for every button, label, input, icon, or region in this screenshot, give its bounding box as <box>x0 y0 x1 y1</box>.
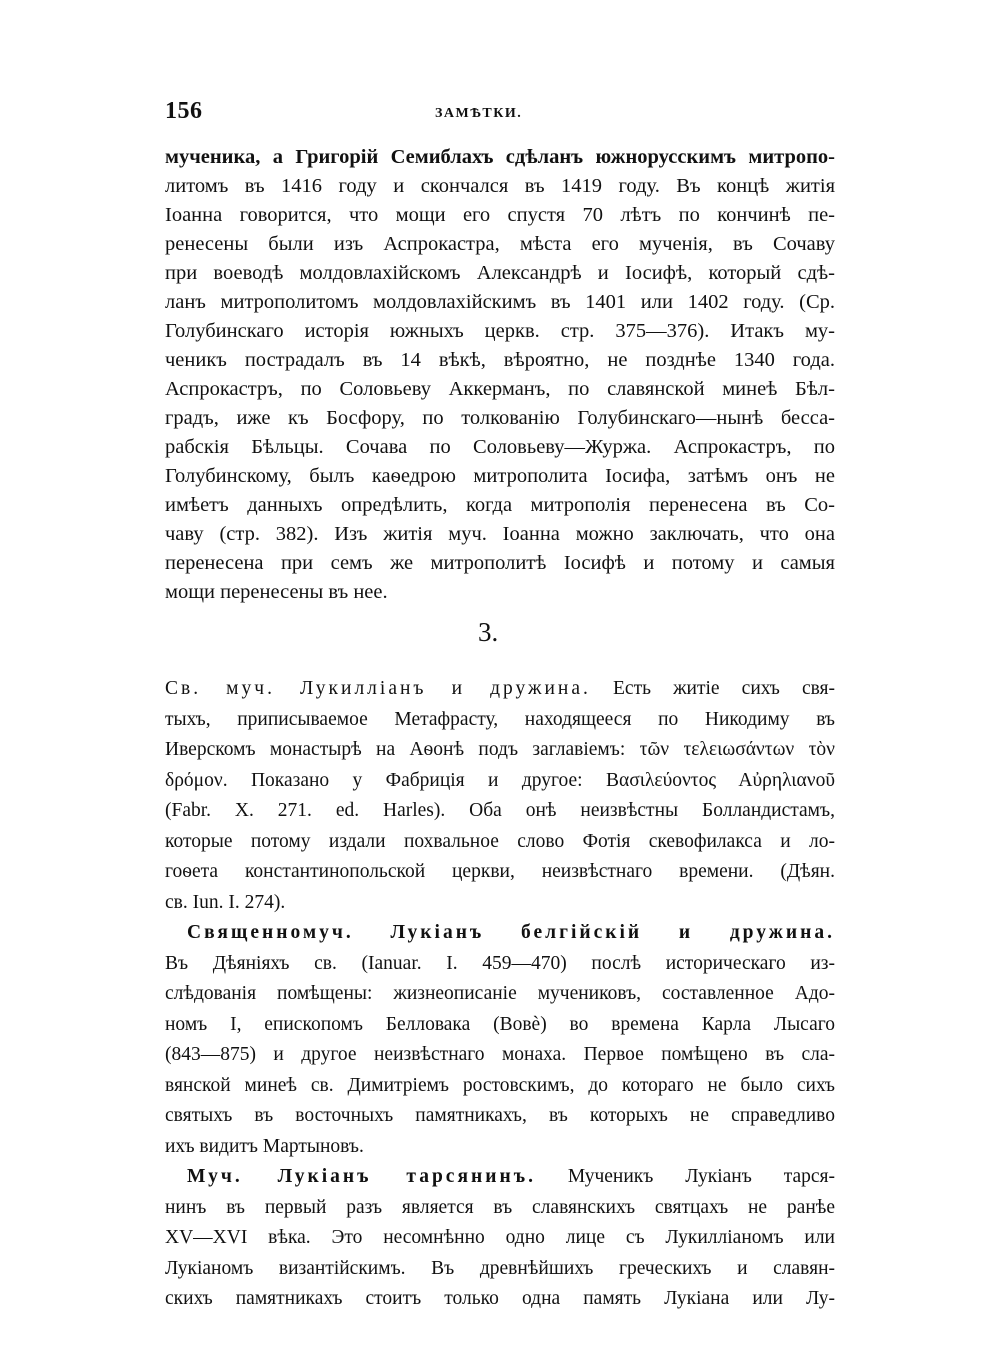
text-line: перенесена при семъ же митрополитѣ Іосифѣ и потому и самыя <box>165 552 835 574</box>
text-line: ренесены были изъ Аспрокастра, мѣста его мученія, въ Сочаву <box>165 233 835 255</box>
text-line: Іоанна говорится, что мощи его спустя 70 лѣтъ по кончинѣ пе- <box>165 204 835 226</box>
text-line: мощи перенесены въ нее. <box>165 581 388 603</box>
section-continued-text <box>165 143 835 607</box>
text-line: ланъ митрополитомъ молдовлахійскимъ въ 1401 или 1402 году. (Ср. <box>165 291 835 313</box>
text-line: Иверскомъ монастырѣ на Аѳонѣ подъ заглавіемъ: τῶν τελειωσάντων τὸν <box>165 739 835 760</box>
text-line: δρόμον. Показано у Фабриція и другое: Βασιλεύοντος Αὐρηλιανοῦ <box>165 769 835 791</box>
text-line: чаву (стр. 382). Изъ житія муч. Іоанна можно заключать, что она <box>165 523 835 545</box>
text-line: Въ Дѣяніяхъ св. (Ianuar. I. 459—470) послѣ историческаго из- <box>165 952 835 974</box>
text-fragment: Мученикъ Лукіанъ тарся- <box>567 1166 835 1187</box>
text-fragment: Есть житіе сихъ свя- <box>613 678 835 699</box>
text-line: Голубинскаго исторія южныхъ церкв. стр. 375—376). Итакъ му- <box>165 320 835 342</box>
page-header <box>165 98 835 130</box>
text-line: св. Iun. I. 274). <box>165 891 286 913</box>
text-line: (Fabr. X. 271. ed. Harles). Оба онѣ неизвѣстны Болландистамъ, <box>165 800 835 821</box>
page-number: 156 <box>165 98 203 124</box>
running-head: ЗАМѢТКИ. <box>435 106 523 121</box>
paragraph-first-line <box>165 1162 835 1193</box>
paragraph-heading: Муч. Лукіанъ тарсянинъ. <box>187 1166 536 1187</box>
text-line: при воеводѣ молдовлахійскомъ Александрѣ и Іосифѣ, который сдѣ- <box>165 262 835 284</box>
text-line: вянской минеѣ св. Димитріемъ ростовскимъ, до котораго не было сихъ <box>165 1074 835 1096</box>
text-line: XV—XVI вѣка. Это несомнѣнно одно лице съ Лукилліаномъ или <box>165 1227 835 1248</box>
text-line: скихъ памятникахъ стоитъ только одна память Лукіана или Лу- <box>165 1288 835 1309</box>
text-line: слѣдованія помѣщены: жизнеописаніе мучениковъ, составленное Адо- <box>165 983 835 1004</box>
text-line: святыхъ въ восточныхъ памятникахъ, въ которыхъ не справедливо <box>165 1105 835 1126</box>
text-line: Аспрокастръ, по Соловьеву Аккерманъ, по славянской минеѣ Бѣл- <box>165 378 835 400</box>
paragraph-heading: Св. муч. Лукилліанъ и дружина. <box>165 678 591 699</box>
text-line: Лукіаномъ византійскимъ. Въ древнѣйшихъ греческихъ и славян- <box>165 1257 835 1279</box>
text-line: (843—875) и другое неизвѣстнаго монаха. Первое помѣщено въ сла- <box>165 1044 835 1065</box>
paragraph-first-line <box>165 674 835 705</box>
text-line: которые потому издали похвальное слово Фотія скевофилакса и ло- <box>165 830 835 852</box>
text-line: гоѳета константинопольской церкви, неизвѣстнаго времени. (Дѣян. <box>165 861 835 882</box>
paragraph-heading: Священномуч. Лукіанъ белгійскій и дружина. <box>187 922 835 943</box>
text-line: Голубинскому, былъ каѳедрою митрополита Іосифа, затѣмъ онъ не <box>165 465 835 487</box>
text-line: рабскія Бѣльцы. Сочава по Соловьеву—Журжа. Аспрокастръ, по <box>165 436 835 458</box>
text-line: тыхъ, приписываемое Метафрасту, находящееся по Никодиму въ <box>165 708 835 730</box>
text-line: мученика, а Григорій Семиблахъ сдѣланъ южнорусскимъ митропо- <box>165 146 835 168</box>
text-line: ченикъ пострадалъ въ 14 вѣкѣ, вѣроятно, не позднѣе 1340 года. <box>165 349 835 371</box>
text-line: литомъ въ 1416 году и скончался въ 1419 году. Въ концѣ житія <box>165 175 835 197</box>
text-line: номъ I, епископомъ Белловака (Вовè) во времена Карла Лысаго <box>165 1013 835 1035</box>
text-line: нинъ въ первый разъ является въ славянскихъ святцахъ не ранѣе <box>165 1196 835 1218</box>
text-line: ихъ видитъ Мартыновъ. <box>165 1135 364 1157</box>
section-3-text <box>165 674 835 1315</box>
text-line: имѣетъ данныхъ опредѣлить, когда митрополія перенесена въ Со- <box>165 494 835 516</box>
section-number: 3. <box>478 617 499 647</box>
text-line: градъ, иже къ Босфору, по толкованію Голубинскаго—нынѣ бесса- <box>165 407 835 429</box>
